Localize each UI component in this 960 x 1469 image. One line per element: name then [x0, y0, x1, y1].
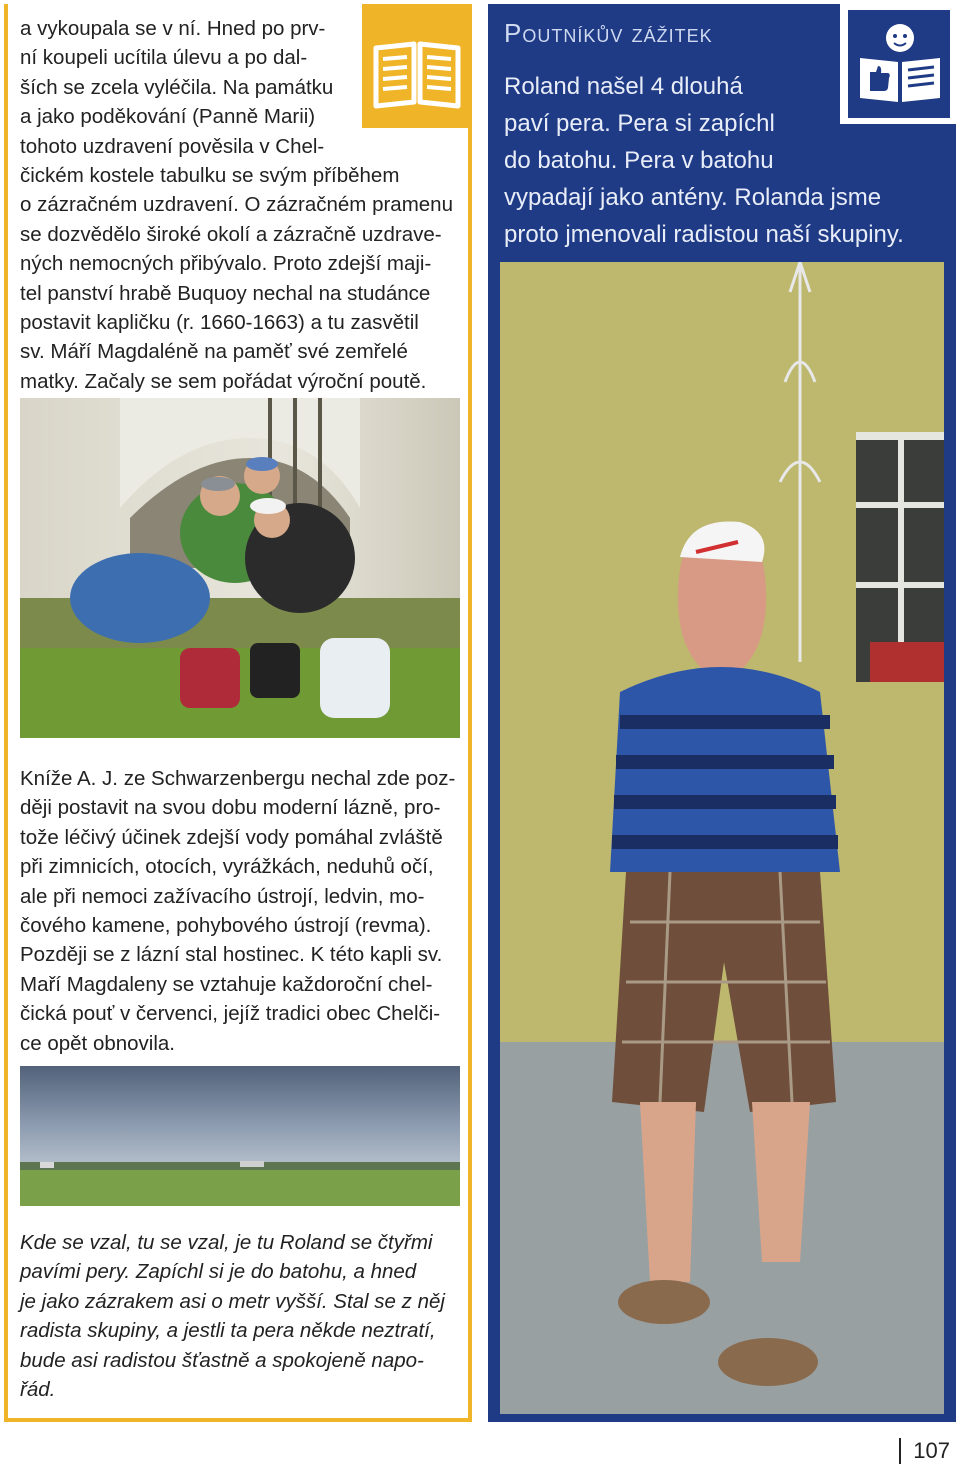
page-number: 107 [899, 1438, 950, 1464]
panel-text-line: do batohu. Pera v batohu [504, 147, 774, 174]
paragraph-2-line: čická pouť v červenci, jejíž tradici obec Chelči- [20, 1002, 441, 1026]
paragraph-1-line: se dozvědělo široké okolí a zázračně uzdrave- [20, 222, 442, 246]
quote-line: pavími pery. Zapíchl si je do batohu, a hned [20, 1260, 417, 1284]
open-book-icon [362, 4, 472, 128]
open-book-icon-graphic [362, 4, 472, 128]
paragraph-2-line: ale při nemoci zažívacího ústrojí, ledvin, mo- [20, 884, 425, 908]
paragraph-2-line: Maří Magdaleny se vztahuje každoroční chel- [20, 972, 433, 996]
paragraph-2-line: při zimnicích, otocích, vyrážkách, neduhů očí, [20, 855, 434, 879]
paragraph-2-line: Kníže A. J. ze Schwarzenbergu nechal zde poz- [20, 767, 456, 790]
paragraph-1-line: a vykoupala se v ní. Hned po prv- [20, 17, 326, 40]
paragraph-1-line: matky. Začaly se sem pořádat výroční poutě. [20, 369, 427, 393]
quote-line: bude asi radistou šťastně a spokojeně napo- [20, 1348, 424, 1372]
paragraph-2-line: ději postavit na svou dobu moderní lázně, pro- [20, 796, 441, 820]
paragraph-1-line: ní koupeli ucítila úlevu a po dal- [20, 46, 308, 70]
paragraph-2 [20, 764, 460, 1058]
photo-roland-walking [500, 262, 944, 1414]
quote-line: řád. [20, 1378, 56, 1402]
paragraph-1-line: a jako poděkování (Panně Marii) [20, 105, 316, 129]
roland-quote [20, 1228, 460, 1404]
paragraph-1-line: postavit kapličku (r. 1660-1663) a tu zasvětil [20, 311, 419, 335]
reading-person-icon-graphic [848, 10, 950, 118]
paragraph-2-line: čového kamene, pohybového ústrojí (revma). [20, 914, 432, 938]
paragraph-2-line: tože léčivý účinek zdejší vody pomáhal zvláště [20, 825, 443, 849]
paragraph-1-line: ných nemocných přibývalo. Proto zdejší maji- [20, 252, 432, 276]
panel-heading: Poutníkův zážitek [504, 18, 713, 48]
paragraph-2-line: Později se z lázní stal hostinec. K této kapli sv. [20, 943, 443, 967]
paragraph-1-line: tohoto uzdravení pověsila v Chel- [20, 134, 325, 158]
paragraph-1-line: čickém kostele tabulku se svým příběhem [20, 164, 400, 188]
photo-landscape [20, 1066, 460, 1206]
panel-text-line: proto jmenovali radistou naší skupiny. [504, 221, 904, 248]
paragraph-1-line: tel panství hrabě Buquoy nechal na studánce [20, 281, 431, 305]
quote-line: radista skupiny, a jestli ta pera někde neztratí, [20, 1319, 436, 1343]
panel-text-line: paví pera. Pera si zapíchl [504, 110, 775, 137]
panel-text-line: Roland našel 4 dlouhá [504, 73, 743, 100]
paragraph-1-line: o zázračném uzdravení. O zázračném pramenu [20, 193, 453, 217]
paragraph-1-line: ších se zcela vyléčila. Na památku [20, 75, 334, 99]
paragraph-2-line: ce opět obnovila. [20, 1031, 176, 1055]
quote-line: je jako zázrakem asi o metr vyšší. Stal se z něj [20, 1289, 445, 1313]
panel-text-line: vypadají jako antény. Rolanda jsme [504, 184, 882, 211]
quote-line: Kde se vzal, tu se vzal, je tu Roland se čtyřmi [20, 1231, 433, 1254]
reading-person-icon [848, 10, 950, 118]
photo-three-friends [20, 398, 460, 738]
paragraph-1-line: sv. Máří Magdaléně na paměť své zemřelé [20, 340, 408, 364]
